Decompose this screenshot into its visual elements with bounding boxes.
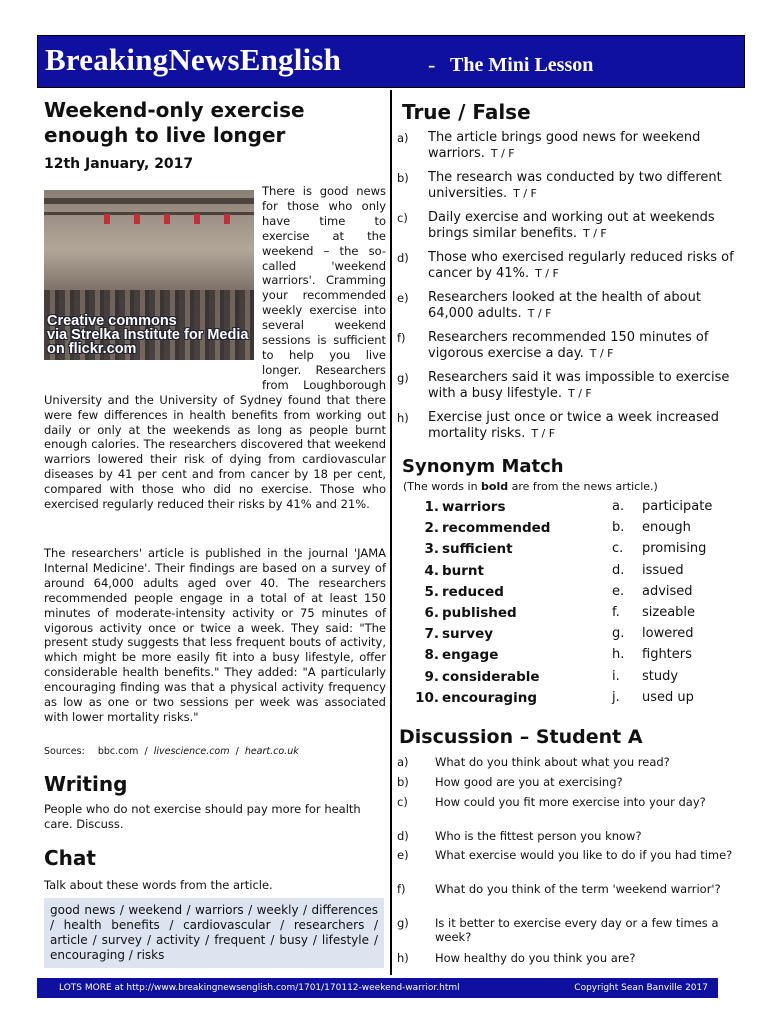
discussion-item-b: b) How good are you at exercising?: [397, 775, 623, 789]
tf-item-h: h) Exercise just once or twice a week increased mortality risks. T / F: [397, 410, 720, 441]
discussion-item-d: d) Who is the fittest person you know?: [397, 829, 642, 843]
chat-heading: Chat: [44, 846, 96, 870]
article-title: [44, 98, 386, 148]
sources-line: Sources: bbc.com / livescience.com / heart.co.uk: [44, 746, 299, 757]
synonym-row: 4. burnt d. issued: [424, 562, 684, 579]
discussion-item-e: e) What exercise would you like to do if you had time?: [397, 848, 733, 862]
footer-copyright: Copyright Sean Banville 2017: [574, 983, 708, 993]
tf-mark[interactable]: T / F: [535, 267, 559, 280]
article-paragraph-1-text: There is good news for those who only have time to exercise at the weekend – the so-called 'weekend warriors'. Cramming your recommended weekly exercise into several weekend sessions is sufficient to help you live longer. Researchers from Loughborough University and the University of Sydney found that there were few differences in health benefits from working out daily or only at the weekends as long as people burnt enough calories. The researchers discovered that weekend warriors lowered their risk of dying from cardiovascular diseases by 41 per cent and from cancer by 18 per cent, compared with those who did no exercise. Those who exercised regularly reduced their risks by 41% and 21%.: [44, 184, 386, 512]
synonym-note: (The words in bold are from the news article.): [403, 480, 658, 493]
header-dash: -: [428, 52, 436, 77]
true-false-heading: True / False: [402, 100, 531, 124]
tf-mark[interactable]: T / F: [531, 427, 556, 440]
discussion-item-h: h) How healthy do you think you are?: [397, 951, 636, 965]
synonym-row: 7. survey g. lowered: [424, 626, 694, 643]
tf-mark[interactable]: T / F: [527, 307, 552, 320]
tf-mark[interactable]: T / F: [490, 147, 515, 160]
tf-item-d: d) Those who exercised regularly reduced risks of cancer by 41%. T / F: [397, 250, 734, 281]
article-title-line1: Weekend-only exercise: [44, 98, 305, 122]
tf-mark[interactable]: T / F: [583, 227, 607, 240]
synonym-row: 8. engage h. fighters: [424, 647, 692, 664]
discussion-heading: Discussion – Student A: [399, 726, 643, 748]
discussion-list: [397, 755, 742, 969]
tf-item-e: e) Researchers looked at the health of about 64,000 adults. T / F: [397, 290, 701, 321]
brand-title: BreakingNewsEnglish: [45, 42, 342, 77]
tf-mark[interactable]: T / F: [589, 347, 614, 360]
synonym-row: 6. published f. sizeable: [424, 604, 696, 621]
article-title-line2: enough to live longer: [44, 123, 286, 147]
tf-item-c: c) Daily exercise and working out at weekends brings similar benefits. T / F: [397, 210, 715, 241]
source-heart[interactable]: heart.co.uk: [244, 746, 299, 757]
synonym-heading: Synonym Match: [402, 456, 564, 477]
tf-item-f: f) Researchers recommended 150 minutes of vigorous exercise a day. T / F: [397, 330, 709, 361]
synonym-row: 1. warriors a. participate: [424, 499, 713, 515]
discussion-item-f: f) What do you think of the term 'weekend warrior'?: [397, 882, 721, 896]
tf-mark[interactable]: T / F: [513, 187, 537, 200]
tf-item-g: g) Researchers said it was impossible to exercise with a busy lifestyle. T / F: [397, 370, 730, 401]
writing-heading: Writing: [44, 772, 128, 796]
chat-words-box: good news / weekend / warriors / weekly / differences / health benefits / cardiovascular / researchers / article / survey / activity / frequent / busy / lifestyle / encouraging / risks: [44, 898, 384, 968]
synonym-row: 5. reduced e. advised: [424, 583, 693, 600]
page-footer: [37, 978, 718, 998]
discussion-item-c: c) How could you fit more exercise into your day?: [397, 795, 706, 809]
chat-instruction: Talk about these words from the article.: [44, 878, 273, 892]
true-false-list: [397, 130, 742, 450]
column-divider: [390, 90, 392, 975]
synonym-row: 2. recommended b. enough: [424, 520, 691, 537]
source-bbc[interactable]: bbc.com: [97, 746, 139, 757]
article-paragraph-2: The researchers' article is published in the journal 'JAMA Internal Medicine'. Their findings are based on a survey of around 64,000 adults aged over 40. The researchers recommended people engage in a total of at least 150 minutes of moderate-intensity activity or 75 minutes of vigorous activity once or twice a week. They said: "The present study suggests that less frequent bouts of activity, which might be more easily fit into a busy lifestyle, offer considerable health benefits." They added: "A particularly encouraging finding was that a physical activity frequency as low as one or two sessions per week was associated with lower mortality risks.": [44, 546, 386, 724]
left-column: [44, 98, 386, 962]
discussion-item-g: g) Is it better to exercise every day or a few times a week?: [397, 916, 719, 944]
discussion-item-a: a) What do you think about what you read?: [397, 755, 670, 769]
sources-label: Sources:: [44, 746, 85, 757]
synonym-grid: [411, 499, 741, 711]
source-livescience[interactable]: livescience.com: [153, 746, 230, 757]
tf-item-b: b) The research was conducted by two different universities. T / F: [397, 170, 722, 201]
header-subtitle: The Mini Lesson: [450, 54, 594, 76]
article-photo: [44, 190, 254, 360]
writing-text: People who do not exercise should pay more for health care. Discuss.: [44, 802, 361, 831]
tf-mark[interactable]: T / F: [568, 387, 592, 400]
photo-credit: Creative commons via Strelka Institute for Media on flickr.com: [47, 313, 249, 357]
footer-link[interactable]: LOTS MORE at http://www.breakingnewsenglish.com/1701/170112-weekend-warrior.html: [59, 983, 460, 993]
synonym-row: 3. sufficient c. promising: [424, 541, 707, 558]
synonym-row: 10. encouraging j. used up: [415, 689, 694, 706]
tf-item-a: a) The article brings good news for weekend warriors. T / F: [397, 130, 701, 161]
article-date: 12th January, 2017: [44, 156, 194, 172]
page-header: [37, 35, 745, 88]
synonym-row: 9. considerable i. study: [424, 668, 679, 685]
